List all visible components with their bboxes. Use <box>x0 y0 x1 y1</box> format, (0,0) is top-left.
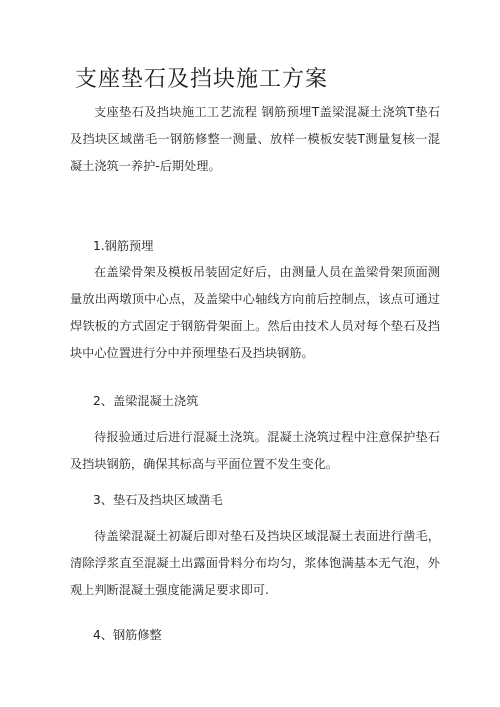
section-heading-rebar-trimming: 4、钢筋修整 <box>93 628 162 642</box>
section-heading-concrete-pouring: 2、盖梁混凝土浇筑 <box>93 394 199 408</box>
intro-paragraph: 支座垫石及挡块施工工艺流程 钢筋预埋T盖梁混凝土浇筑T垫石及挡块区域凿毛一钢筋修整一测量、放样一模板安装T测量复核一混凝土浇筑一养护-后期处理。 <box>70 105 440 173</box>
section-body-concrete-pouring: 待报验通过后进行混凝土浇筑。混凝土浇筑过程中注意保护垫石及挡块钢筋，确保其标高与平面位置不发生变化。 <box>70 430 440 471</box>
section-body-rebar-embedding: 在盖梁骨架及模板吊装固定好后，由测量人员在盖梁骨架顶面测量放出两墩顶中心点，及盖梁中心轴线方向前后控制点，该点可通过焊铁板的方式固定于钢筋骨架面上。然后由技术人员对每个垫石及挡块中心位置进行分中并预埋垫石及挡块钢筋。 <box>70 265 440 360</box>
section-body-surface-roughening: 待盖梁混凝土初凝后即对垫石及挡块区域混凝土表面进行凿毛，清除浮浆直至混凝土出露面骨料分布均匀，浆体饱满基本无气泡，外观上判断混凝土强度能满足要求即可. <box>70 529 440 597</box>
section-heading-rebar-embedding: 1.钢筋预埋 <box>93 239 154 253</box>
document-title: 支座垫石及挡块施工方案 <box>75 67 329 92</box>
section-heading-surface-roughening: 3、垫石及挡块区域凿毛 <box>93 493 223 507</box>
